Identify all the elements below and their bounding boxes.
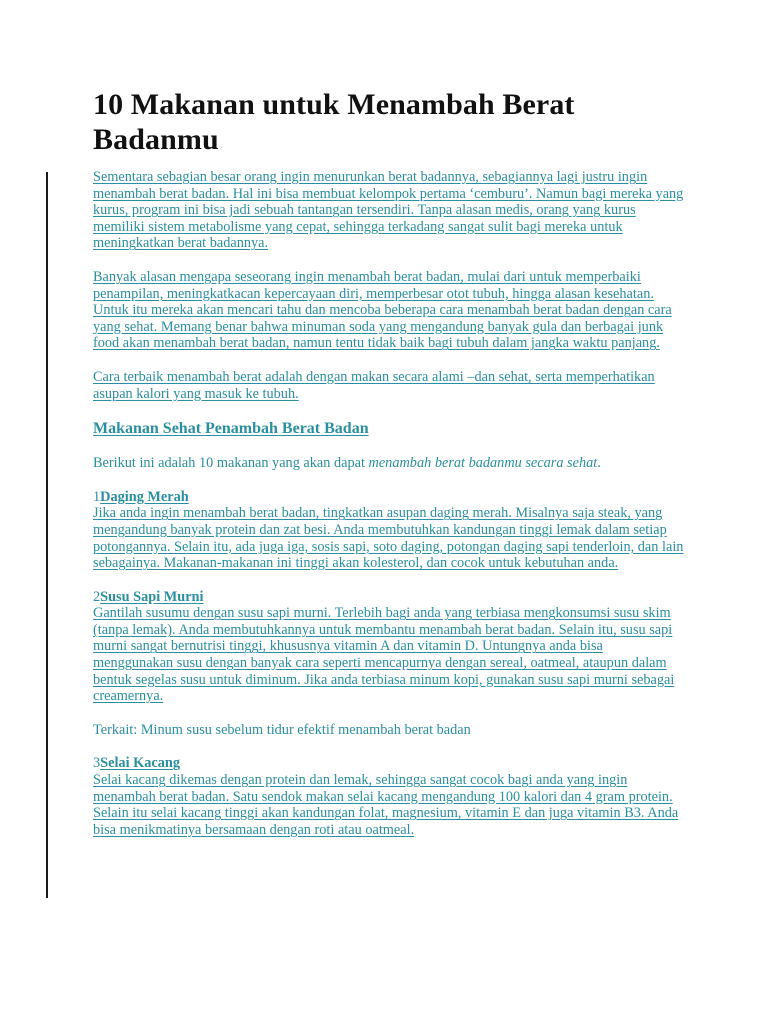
lead-emphasis: menambah berat badanmu secara sehat xyxy=(368,455,598,472)
list-item xyxy=(93,489,685,572)
item-body[interactable]: Gantilah susumu dengan susu sapi murni. Terlebih bagi anda yang terbiasa mengkonsumsi susu skim (tanpa lemak). Anda membutuhkannya untuk membantu menambah berat badan. Selain itu, susu sapi murni sangat bernutrisi tinggi, khususnya vitamin A dan vitamin D. Untungnya anda bisa menggunakan susu dengan banyak cara seperti mencapurnya dengan sereal, oatmeal, ataupun dalam bentuk segelas susu untuk diminum. Jika anda terbiasa minum kopi, gunakan susu sapi murni sebagai creamernya. xyxy=(93,605,675,705)
intro-paragraph-1[interactable]: Sementara sebagian besar orang ingin menurunkan berat badannya, sebagiannya lagi justru ingin menambah berat badan. Hal ini bisa membuat kelompok pertama ‘cemburu’. Namun bagi mereka yang kurus, program ini bisa jadi sebuah tantangan tersendiri. Tanpa alasan medis, orang yang kurus memiliki sistem metabolisme yang cepat, sehingga terkadang sangat sulit bagi mereka untuk meningkatkan berat badannya. xyxy=(93,169,684,252)
lead-end: . xyxy=(597,455,601,472)
item-number: 3 xyxy=(93,755,101,772)
article xyxy=(93,87,685,838)
article-title: 10 Makanan untuk Menambah Berat Badanmu xyxy=(93,88,575,156)
item-title[interactable]: Daging Merah xyxy=(100,488,189,505)
item-body[interactable]: Jika anda ingin menambah berat badan, tingkatkan asupan daging merah. Misalnya saja steak, yang mengandung banyak protein dan zat besi. Anda membutuhkan kandungan tinggi lemak dalam setiap potongannya. Selain itu, ada juga iga, sosis sapi, soto daging, potongan daging sapi tenderloin, dan lain sebagainya. Makanan-makanan ini tinggi akan kolesterol, dan cocok untuk kebutuhan anda. xyxy=(93,505,684,572)
item-number: 1 xyxy=(93,488,101,505)
list-item xyxy=(93,589,685,705)
item-title[interactable]: Selai Kacang xyxy=(100,755,180,772)
intro-paragraph-3[interactable]: Cara terbaik menambah berat adalah dengan makan secara alami –dan sehat, serta memperhatikan asupan kalori yang masuk ke tubuh. xyxy=(93,368,655,402)
intro-paragraph-2[interactable]: Banyak alasan mengapa seseorang ingin menambah berat badan, mulai dari untuk memperbaiki penampilan, meningkatkacan kepercayaan diri, memperbesar otot tubuh, hingga alasan kesehatan. Untuk itu mereka akan mencari tahu dan mencoba beberapa cara menambah berat badan dengan cara yang sehat. Memang benar bahwa minuman soda yang mengandung banyak gula dan berbagai junk food akan menambah berat badan, namun tentu tidak baik bagi tubuh dalam jangka waktu panjang. xyxy=(93,268,672,352)
lead-paragraph xyxy=(93,455,685,472)
item-body[interactable]: Selai kacang dikemas dengan protein dan lemak, sehingga sangat cocok bagi anda yang ingin menambah berat badan. Satu sendok makan selai kacang mengandung 100 kalori dan 4 gram protein. Selain itu selai kacang tinggi akan kandungan folat, magnesium, vitamin E dan juga vitamin B3. Anda bisa menikmatinya bersamaan dengan roti atau oatmeal. xyxy=(93,772,679,838)
item-title[interactable]: Susu Sapi Murni xyxy=(100,588,204,605)
list-item xyxy=(93,755,685,838)
item-number: 2 xyxy=(93,588,101,605)
lead-text: Berikut ini adalah 10 makanan yang akan dapat xyxy=(93,455,369,472)
change-bar xyxy=(46,172,48,898)
related-link[interactable]: Terkait: Minum susu sebelum tidur efektif menambah berat badan xyxy=(93,721,471,738)
section-heading[interactable]: Makanan Sehat Penambah Berat Badan xyxy=(93,420,369,438)
